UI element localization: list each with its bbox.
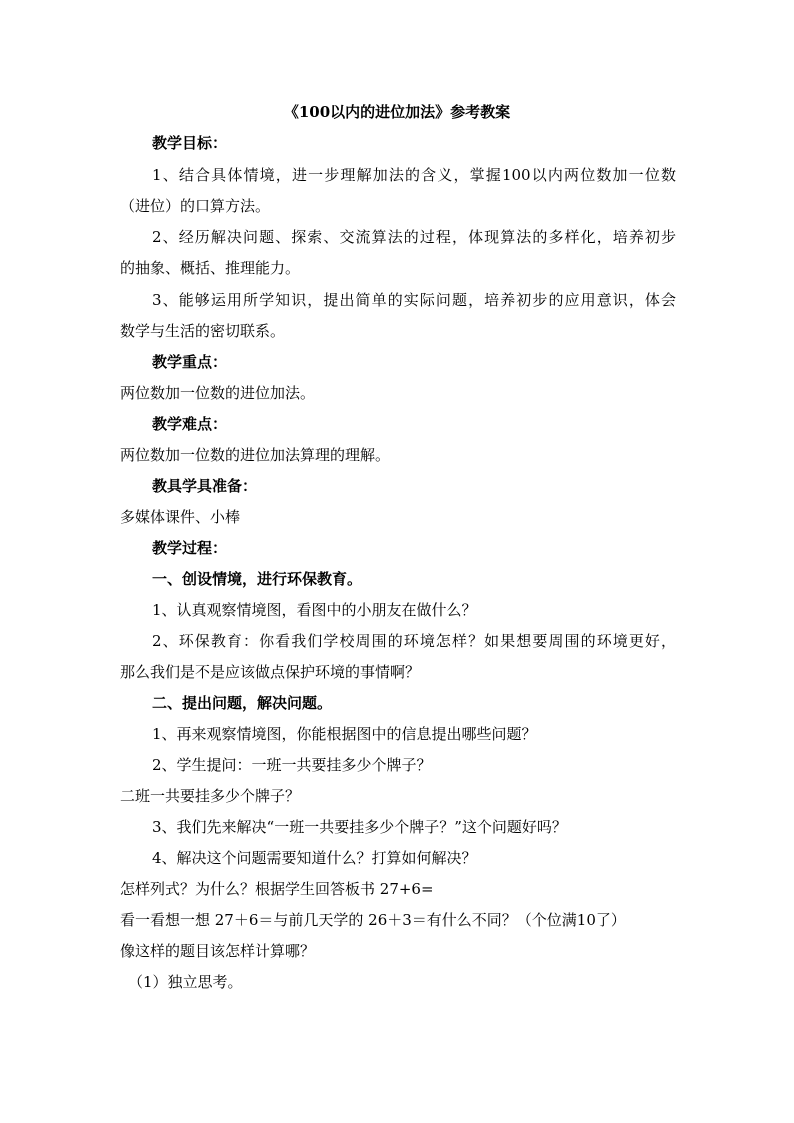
paragraph-line: （进位）的口算方法。 — [120, 197, 271, 215]
paragraph-line: （1）独立思考。 — [128, 973, 243, 991]
section-heading-step-one: 一、创设情境，进行环保教育。 — [152, 570, 363, 588]
paragraph-line: 3、能够运用所学知识，提出简单的实际问题，培养初步的应用意识，体会 — [152, 291, 676, 309]
section-heading-step-two: 二、提出问题，解决问题。 — [152, 694, 333, 712]
paragraph-line: 两位数加一位数的进位加法算理的理解。 — [120, 446, 391, 464]
paragraph-line: 数学与生活的密切联系。 — [120, 322, 286, 340]
paragraph-line: 的抽象、概括、推理能力。 — [120, 259, 301, 277]
paragraph-line: 2、环保教育：你看我们学校周围的环境怎样？如果想要周围的环境更好， — [152, 632, 676, 650]
paragraph-line: 二班一共要挂多少个牌子？ — [120, 787, 301, 805]
paragraph-line: 多媒体课件、小棒 — [120, 508, 241, 526]
paragraph-line: 3、我们先来解决“一班一共要挂多少个牌子？”这个问题好吗？ — [152, 818, 567, 836]
section-heading-objectives: 教学目标： — [152, 134, 228, 152]
paragraph-line: 那么我们是不是应该做点保护环境的事情啊？ — [120, 663, 421, 681]
section-heading-materials: 教具学具准备： — [152, 477, 258, 495]
paragraph-line: 1、再来观察情境图，你能根据图中的信息提出哪些问题？ — [152, 725, 537, 743]
paragraph-line: 1、结合具体情境，进一步理解加法的含义，掌握100以内两位数加一位数 — [152, 166, 676, 184]
paragraph-line: 怎样列式？为什么？根据学生回答板书 27+6= — [120, 880, 434, 898]
paragraph-line: 两位数加一位数的进位加法。 — [120, 384, 316, 402]
section-heading-difficulties: 教学难点： — [152, 415, 228, 433]
paragraph-line: 2、学生提问：一班一共要挂多少个牌子？ — [152, 756, 432, 774]
paragraph-line: 看一看想一想 27＋6＝与前几天学的 26＋3＝有什么不同？（个位满10了） — [120, 911, 626, 929]
paragraph-line: 像这样的题目该怎样计算哪？ — [120, 942, 316, 960]
section-heading-key-points: 教学重点： — [152, 353, 228, 371]
paragraph-line: 1、认真观察情境图，看图中的小朋友在做什么？ — [152, 601, 477, 619]
paragraph-line: 4、解决这个问题需要知道什么？打算如何解决？ — [152, 849, 477, 867]
paragraph-line: 2、经历解决问题、探索、交流算法的过程，体现算法的多样化，培养初步 — [152, 228, 676, 246]
document-title: 《100以内的进位加法》参考教案 — [283, 103, 511, 121]
section-heading-process: 教学过程： — [152, 539, 228, 557]
